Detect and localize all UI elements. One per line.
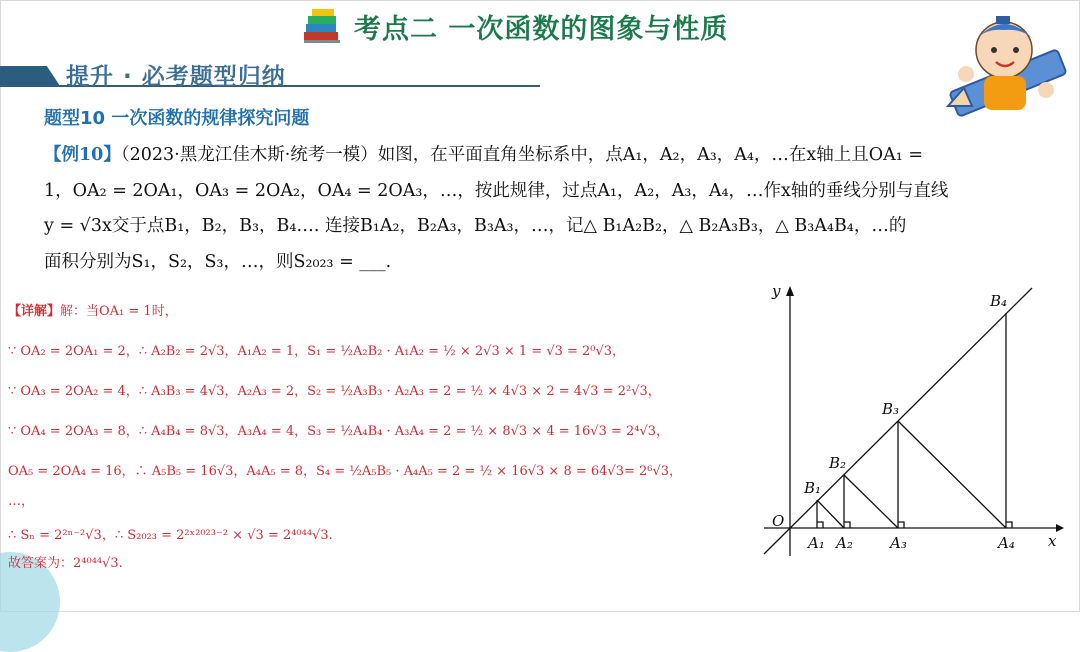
point-label-b3: B₃ bbox=[882, 400, 900, 418]
problem-line: 1，OA₂ = 2OA₁，OA₃ = 2OA₂，OA₄ = 2OA₃，…，按此规律，过点A₁，A₂，A₃，A₄，…作x轴的垂线分别与直线 bbox=[44, 180, 949, 201]
y-axis-arrow-icon bbox=[786, 286, 794, 296]
banner-text: 提升 · 必考题型归纳 bbox=[66, 64, 286, 90]
title-text: 考点二 一次函数的图象与性质 bbox=[354, 13, 729, 45]
right-angle-mark bbox=[898, 522, 904, 528]
seg-b2a3 bbox=[844, 475, 898, 528]
slide-title bbox=[300, 6, 728, 46]
books-icon bbox=[300, 6, 344, 46]
solution-tag: 【详解】 bbox=[8, 304, 61, 319]
x-axis-arrow-icon bbox=[1056, 524, 1064, 532]
right-angle-mark bbox=[817, 522, 823, 528]
banner-accent bbox=[0, 66, 60, 86]
origin-label: O bbox=[772, 512, 785, 530]
solution-line: ∴ Sₙ = 2²ⁿ⁻²√3，∴ S₂₀₂₃ = 2²ˣ²⁰²³⁻² × √3 = 2⁴⁰⁴⁴√3. bbox=[8, 528, 333, 543]
solution-line: ∵ OA₄ = 2OA₃ = 8，∴ A₄B₄ = 8√3，A₃A₄ = 4，S₃ = ½A₄B₄ · A₃A₄ = 2 = ½ × 8√3 × 4 = 16√3 = 2⁴√3， bbox=[8, 424, 670, 439]
question-type-heading: 题型10 一次函数的规律探究问题 bbox=[44, 108, 310, 129]
seg-b1a2 bbox=[817, 500, 844, 528]
solution-line: 【详解】解：当OA₁ = 1时， bbox=[8, 304, 178, 319]
point-label-a1: A₁ bbox=[808, 534, 825, 552]
coordinate-figure bbox=[758, 280, 1068, 560]
y-axis-label: y bbox=[772, 282, 781, 300]
point-label-b1: B₁ bbox=[804, 479, 822, 497]
right-angle-mark bbox=[844, 522, 850, 528]
solution-line: …， bbox=[8, 494, 35, 509]
problem-line: y = √3x交于点B₁，B₂，B₃，B₄…. 连接B₁A₂，B₂A₃，B₃A₃，…，记△ B₁A₂B₂，△ B₂A₃B₃，△ B₃A₄B₄，…的 bbox=[44, 216, 907, 236]
solution-line: OA₅ = 2OA₄ = 16，∴ A₅B₅ = 16√3，A₄A₅ = 8，S₄ = ½A₅B₅ · A₄A₅ = 2 = ½ × 16√3 × 8 = 64√3= 2⁶√3， bbox=[8, 464, 683, 479]
solution-line: ∵ OA₃ = 2OA₂ = 4，∴ A₃B₃ = 4√3，A₂A₃ = 2，S₂ = ½A₃B₃ · A₂A₃ = 2 = ½ × 4√3 × 2 = 4√3 = 2²√3， bbox=[8, 384, 661, 399]
point-label-a4: A₄ bbox=[998, 534, 1015, 552]
right-angle-mark bbox=[1006, 522, 1012, 528]
x-axis-label: x bbox=[1048, 532, 1057, 550]
example-problem bbox=[44, 138, 1034, 280]
problem-line: 【例10】（2023·黑龙江佳木斯·统考一模）如图，在平面直角坐标系中，点A₁，A₂，A₃，A₄，…在x轴上且OA₁ = bbox=[44, 145, 923, 165]
solution-line: 故答案为：2⁴⁰⁴⁴√3. bbox=[8, 556, 123, 571]
seg-b3a4 bbox=[898, 421, 1006, 528]
section-banner bbox=[0, 58, 540, 88]
point-label-b2: B₂ bbox=[829, 454, 847, 472]
boy-with-pencil-mascot bbox=[936, 2, 1076, 126]
example-tag: 【例10】 bbox=[44, 145, 121, 165]
solution-line: ∵ OA₂ = 2OA₁ = 2，∴ A₂B₂ = 2√3，A₁A₂ = 1，S₁ = ½A₂B₂ · A₁A₂ = ½ × 2√3 × 1 = √3 = 2⁰√3， bbox=[8, 344, 626, 359]
problem-line: 面积分别为S₁，S₂，S₃，…，则S₂₀₂₃ = ___. bbox=[44, 251, 392, 272]
point-label-a3: A₃ bbox=[890, 534, 907, 552]
point-label-a2: A₂ bbox=[836, 534, 853, 552]
point-label-b4: B₄ bbox=[990, 292, 1008, 310]
